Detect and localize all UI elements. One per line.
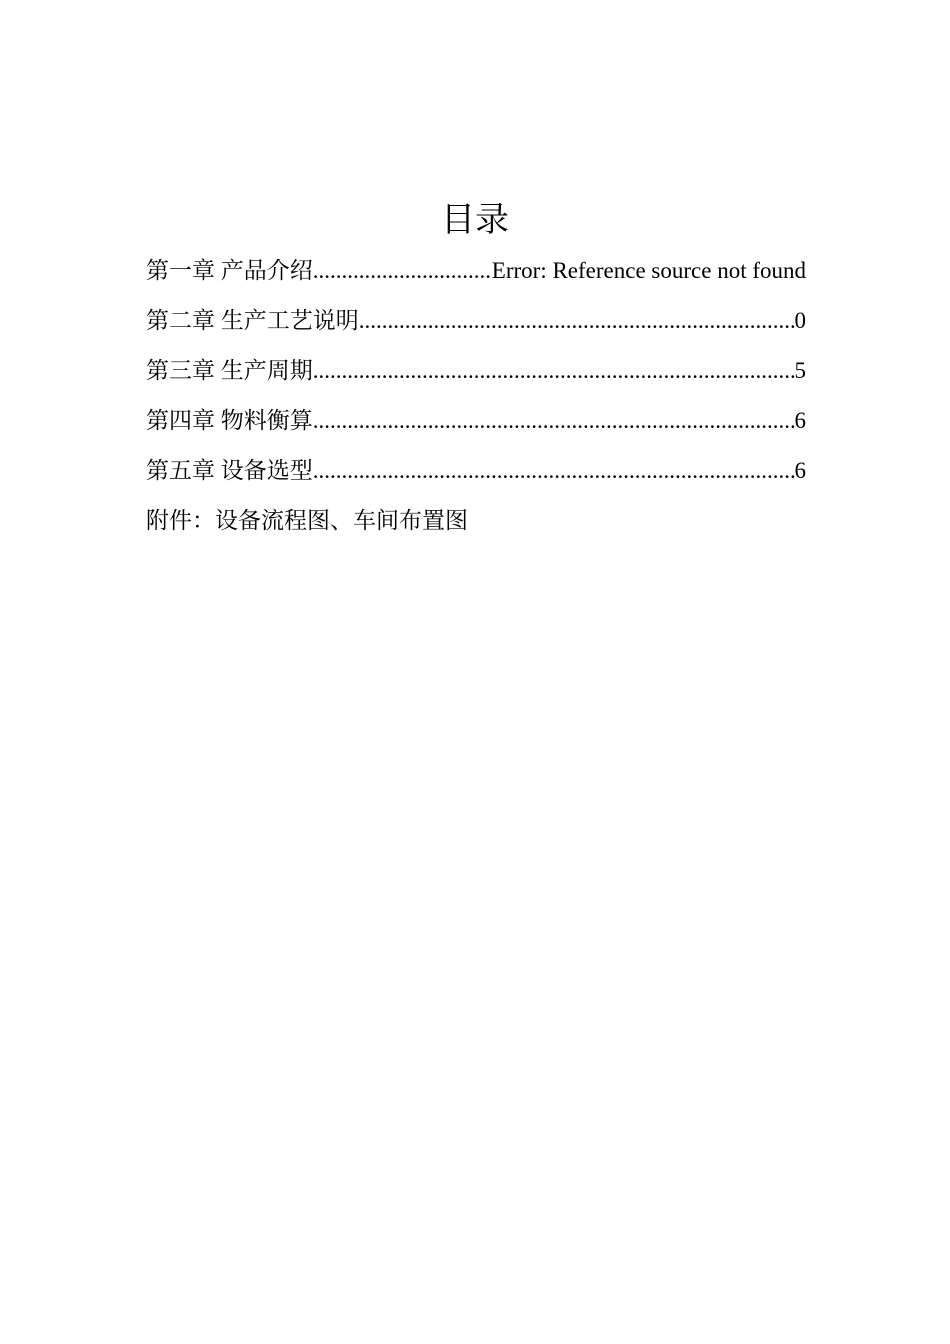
toc-entry-chapter-4[interactable] [146, 402, 806, 452]
toc-entry-label: 第三章 生产周期 [146, 358, 313, 383]
toc-entry-chapter-2[interactable] [146, 302, 806, 352]
toc-entry-page: 6 [794, 408, 806, 433]
toc-entry-chapter-1[interactable] [146, 252, 806, 302]
toc-dot-leader [313, 402, 795, 440]
toc-dot-leader [359, 302, 795, 340]
toc-list [146, 252, 806, 502]
toc-entry-chapter-5[interactable] [146, 452, 806, 502]
toc-entry-label: 第二章 生产工艺说明 [146, 308, 359, 333]
toc-title: 目录 [441, 202, 509, 239]
toc-dot-leader [313, 452, 795, 490]
toc-entry-label: 第一章 产品介绍 [146, 258, 313, 283]
toc-entry-page: Error: Reference source not found [491, 258, 806, 283]
toc-entry-page: 5 [794, 358, 806, 383]
toc-entry-page: 0 [794, 308, 806, 333]
toc-entry-chapter-3[interactable] [146, 352, 806, 402]
toc-dot-leader [313, 252, 492, 290]
toc-entry-label: 第四章 物料衡算 [146, 408, 313, 433]
toc-entry-label: 第五章 设备选型 [146, 458, 313, 483]
toc-entry-page: 6 [794, 458, 806, 483]
appendix-note: 附件：设备流程图、车间布置图 [146, 508, 468, 533]
toc-dot-leader [313, 352, 795, 390]
